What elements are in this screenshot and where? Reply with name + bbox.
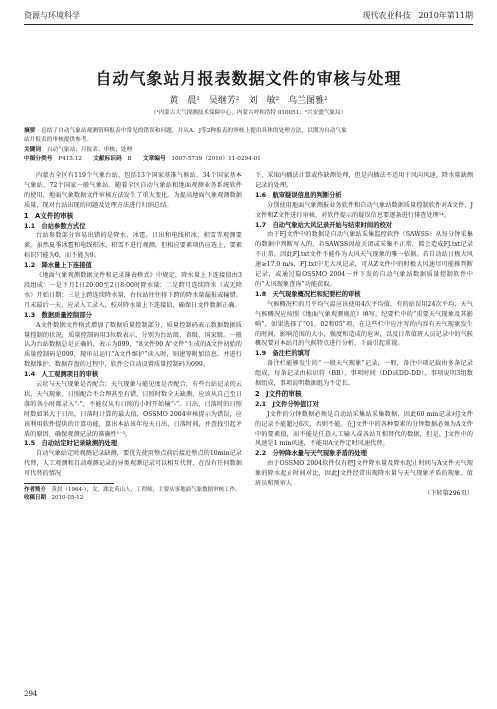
intro-paragraph: 内蒙古全区有119个气象台站，包括13个国家基准气候站、34个国家基本气象站、72个国家一般气象站。随着全区自动气象站和地面观测业务系统软件的使用，地面气象数据文件审核方法发生了重大变化。为提高地面气象观测数据质量，现对台站出现的问题及处理方法进行归纳总结。 bbox=[24, 172, 242, 209]
paragraph-1-2: 《地面气象观测数据文件和记录簿表格式》中规定，降水量上下连接值由3段组成：一是下月1日20:00至2日8:00时降水量；二是跨月连续降水（或无降水）开始日期；三是上跨连续降水量，右位站往往将下跨的降水量漏报或输错。月末最后一天，应录入工录入，校对降水量上下连接值，确保日文件数据正确。 bbox=[24, 272, 242, 309]
subsection-heading-1-9: 1.9 备注栏的填写 bbox=[255, 350, 311, 358]
section-heading-2: 2 J文件的审核 bbox=[255, 389, 302, 398]
page-number: 294 bbox=[24, 690, 38, 698]
article-title: 自动气象站月报表数据文件的审核与处理 bbox=[95, 69, 402, 88]
header-rule bbox=[24, 24, 473, 25]
subsection-heading-1-3: 1.3 数据质量控制部分 bbox=[24, 311, 92, 319]
section-heading-1: 1 A文件的审核 bbox=[24, 211, 74, 220]
abstract-text: 总结了自动气象站观测资料报表中常见的错误和问题，并从A、J等2种报表的审核上提出具体的处理方法，以期为自动气象 bbox=[41, 128, 347, 134]
subsection-heading-1-1: 1.1 台站参数方式位 bbox=[24, 222, 86, 230]
paragraph-continued: 下，采取内插法计算或作缺测处理，但是内插法不适用于风向风速、降水量缺测记录的处理。 bbox=[255, 172, 473, 189]
keywords: 自动气象站；月报表；审核；处理 bbox=[46, 146, 133, 153]
received-date bbox=[24, 494, 242, 502]
paragraph-1-1: 台站参数部分容易出错的是降水、冰雹、日出和电线积冰、积雪等观测要素。虽然夏季冰雹和电线积冰、积雪不进行观测，但相应要素项仍应选上，要素标识只能为0，而不能为9。 bbox=[24, 232, 242, 260]
classification-number: P415.12 bbox=[58, 156, 82, 163]
author-footnote bbox=[24, 486, 242, 494]
abstract-block bbox=[24, 127, 473, 165]
paragraph-2-2: 由于OSSMO 2004软件仅有把J文件降水量及降水起止时间与A文件天气现象的降水起止时间对比，因此J文件经常出现降水量与天气现象矛盾的现象。值班员和预审人 bbox=[255, 460, 473, 488]
paragraph-1-4: 云状与天气现象是否配合；天气现象与能见度是否配合，有些台站记录的云状、天气现象、日照配合不合理甚至有错，日照时数全天缺测，应该从自己至日落的各小时都录入“-”，不能仅从有日照的小时开始输“-”。日出、日落时的日照时数如果大于日出、日落时计算的最大值，OSSMO 2004审核提示为错误，应该利用软件提供的计算功能，算出本站该年每天日出、日落时间，并查找引起矛盾的原因，确保观测记录的准确性¹⁻³。 bbox=[24, 381, 242, 438]
paragraph-1-9: 备注栏能够发生的“ 一般天气现象”记录，一般，备注中项记载由多条记录组成，每条记录由标识符（BB），事项时间（DD或DD-DD）、事项说明3组数据组成，事项说明数据组为不定长。 bbox=[255, 360, 473, 388]
journal-issue: 现代农业科技 2010年第11期 bbox=[362, 11, 473, 20]
footnote-rule bbox=[24, 483, 114, 484]
keywords-label: 关键词 bbox=[24, 146, 42, 153]
continued-note: （下转第296页） bbox=[424, 490, 473, 497]
received-date-value: 2010-05-12 bbox=[51, 495, 84, 502]
article-id-label: 文章编号 bbox=[142, 156, 166, 163]
subsection-heading-2-2: 2.2 分钟降水量与天气现象矛盾的处理 bbox=[255, 450, 367, 458]
left-column bbox=[24, 171, 242, 503]
author-list: 黄 晨¹ 吴继芳² 刘 敏² 乌兰图雅² bbox=[169, 96, 328, 106]
doc-code: B bbox=[127, 156, 132, 163]
doc-code-label: 文献标识码 bbox=[93, 156, 122, 163]
article-id: 1007-5739（2010）11-0294-01 bbox=[171, 156, 261, 163]
journal-section: 资源与环境科学 bbox=[24, 11, 80, 20]
paragraph-1-7: 由于FJ文件中的数据是自动气象站采集监控软件（SAWSS）从每分钟采集的数据中判断写入的，若SAWSS因故关闭或采集不正常，都会造成FJ.txt记录不正常，因此FJ.txt文件不能作为大风天气现象的唯一依据。若自动站日极大风速≥17.0 m/s，FJ.txt中无大风记录，可从Z文件中的时极大风速尽可能推判断记录，或通过隐OSSMO 2004一并下发的自动气象站数据质量控制软件中的“大风现象查询”功能获取。 bbox=[255, 231, 473, 288]
subsection-heading-1-6: 1.6 航审疑误信息的判断分析 bbox=[255, 191, 342, 199]
author-affiliation: （¹内蒙古大气探测技术保障中心，内蒙古呼和浩特 010051；²兴安盟气象局） bbox=[150, 110, 347, 116]
right-column bbox=[255, 171, 473, 499]
abstract-text-end: 站月报表的审核提供参考。 bbox=[24, 137, 93, 144]
subsection-heading-1-8: 1.8 天气现象概况栏和纪要栏的审核 bbox=[255, 290, 361, 298]
subsection-heading-2-1: 2.1 J文件分钟值订对 bbox=[255, 400, 319, 408]
subsection-heading-1-7: 1.7 自动气象站大风记录开始与结束时间的校对 bbox=[255, 221, 393, 229]
subsection-heading-1-4: 1.4 人工观测项目的审核 bbox=[24, 371, 99, 379]
paragraph-1-8: 气候概况栏的月平均气温应该使用4次平均值，有的站误用24次平均；天气气候概况应按照《地面气象观测规范》填写，纪要栏中的“重要天气现象及其影响”，如果选择了“01，02和05”项，在这些栏中应注写的内容有天气现象发生的时间，影响范围的大小，强度和造成的危害，以及日常值班人员记录中的气候概况要对本站月的气候特点进行分析，下面引起重视。 bbox=[255, 300, 473, 348]
paragraph-1-6: 分别使用地面气象测报业务软件和自动气象站数据质量控制软件对A文件、J文件和Z文件进行审核，对软件提示的疑误信息要逐条进行排查处理¹⁴。 bbox=[255, 201, 473, 219]
subsection-heading-1-2: 1.2 降水量上下连接值 bbox=[24, 262, 92, 270]
paragraph-1-3: A文件数据文件格式增加了数据质量控制部分，质量控制码表示数据数据质量控制的状况，质量控制码用3位数表示，分别为台站级、省级、国家级。一般认为台站数据总是正确的，表示为099，“8文件90 A”文件“生成的A文件初始的质量控制码是099，现审员运行“A文件维护”读入时，则建筹附加信息，并进行数据维护，数据存盘的过程中，软件会自动设置质量控制码为099。 bbox=[24, 321, 242, 369]
paragraph-2-1: J文件的分钟数据必须是自动站采集站采集数据，因此60 min记录对J文件的记录不能超过6次，否则不能。在J文件中的各种要素的分钟数据必须为A文件中的要素值，而不能是任意人工输入或各站互相替代的数据，但是，J文件中的风速是1 min风速，不能用A文件定时风速代替。 bbox=[255, 410, 473, 448]
author-footnote-label: 作者简介 bbox=[24, 487, 47, 494]
paragraph-1-5: 自动气象站定时观测记录缺测，要优先使用整点前后接近整点的10min记录代替，人工观测和自动观测记录的异类观测记录可以相互代替，在没有任何数据可代替的情况 bbox=[24, 450, 242, 478]
subsection-heading-1-5: 1.5 自动站定时记录缺测的处理 bbox=[24, 440, 118, 448]
received-date-label: 收稿日期 bbox=[24, 495, 47, 502]
author-footnote-text: 黄晨（1964-），女，湖北英山人，工程师，主要从事地面气象数据审核工作。 bbox=[51, 487, 241, 494]
classification-label: 中图分类号 bbox=[24, 156, 53, 163]
abstract-label: 摘要 bbox=[24, 128, 36, 134]
